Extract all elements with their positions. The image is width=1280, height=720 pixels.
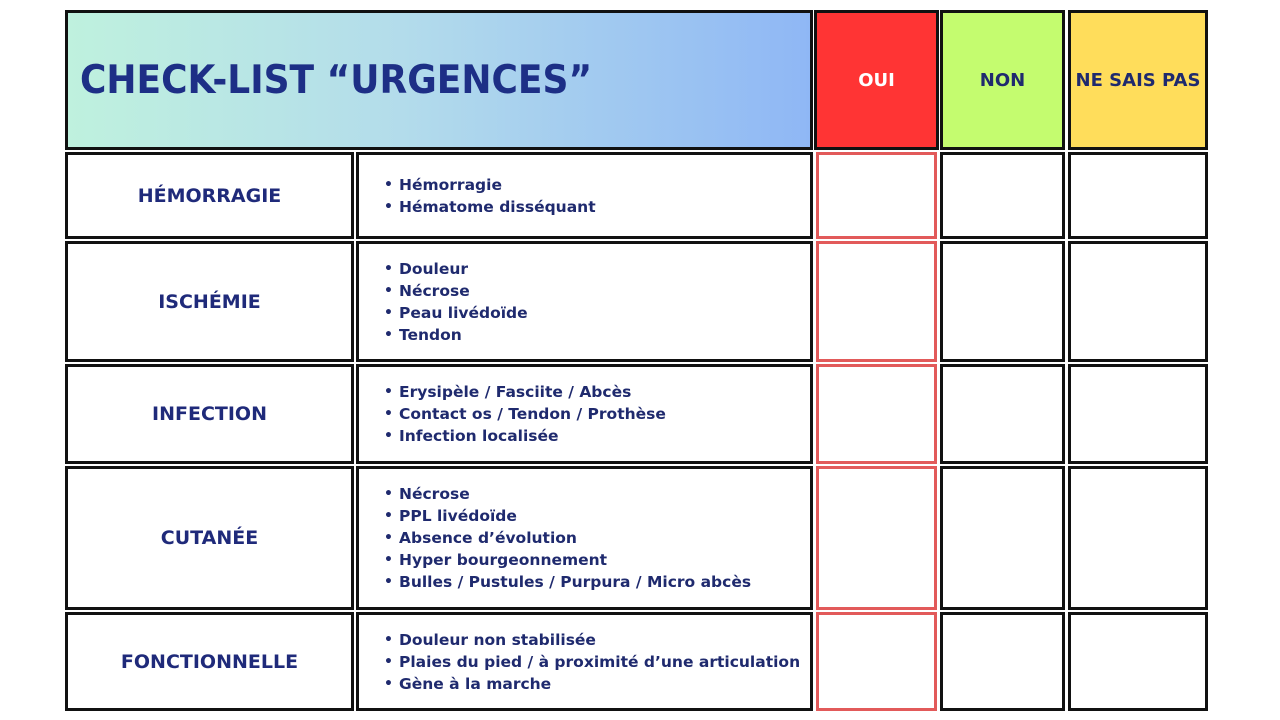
- list-item: • Hyper bourgeonnement: [399, 549, 751, 571]
- list-item: • Contact os / Tendon / Prothèse: [399, 403, 666, 425]
- checkbox-non-infection[interactable]: [940, 364, 1065, 464]
- item-list: [399, 483, 751, 593]
- checkbox-oui-hemorragie[interactable]: [816, 152, 937, 239]
- item-list: [399, 174, 596, 218]
- list-item: • Absence d’évolution: [399, 527, 751, 549]
- item-list: [399, 381, 666, 447]
- category-hemorragie: HÉMORRAGIE: [65, 152, 354, 239]
- checkbox-oui-ischemie[interactable]: [816, 241, 937, 362]
- list-item: • Peau livédoïde: [399, 302, 528, 324]
- items-hemorragie: [356, 152, 813, 239]
- items-infection: [356, 364, 813, 464]
- list-item: • Erysipèle / Fasciite / Abcès: [399, 381, 666, 403]
- list-item: • Douleur non stabilisée: [399, 629, 800, 651]
- checkbox-non-ischemie[interactable]: [940, 241, 1065, 362]
- checkbox-nsp-hemorragie[interactable]: [1068, 152, 1208, 239]
- column-header-oui: OUI: [814, 10, 939, 150]
- list-item: • PPL livédoïde: [399, 505, 751, 527]
- item-list: [399, 629, 800, 695]
- page-title: CHECK-LIST “URGENCES”: [80, 57, 593, 103]
- list-item: • Hématome disséquant: [399, 196, 596, 218]
- items-cutanee: [356, 466, 813, 610]
- column-header-non: NON: [940, 10, 1065, 150]
- title-banner: [65, 10, 813, 150]
- category-fonctionnelle: FONCTIONNELLE: [65, 612, 354, 711]
- checkbox-nsp-cutanee[interactable]: [1068, 466, 1208, 610]
- list-item: • Plaies du pied / à proximité d’une articulation: [399, 651, 800, 673]
- checkbox-non-fonctionnelle[interactable]: [940, 612, 1065, 711]
- checkbox-oui-infection[interactable]: [816, 364, 937, 464]
- checkbox-nsp-fonctionnelle[interactable]: [1068, 612, 1208, 711]
- items-fonctionnelle: [356, 612, 813, 711]
- items-ischemie: [356, 241, 813, 362]
- checkbox-oui-cutanee[interactable]: [816, 466, 937, 610]
- list-item: • Nécrose: [399, 280, 528, 302]
- list-item: • Nécrose: [399, 483, 751, 505]
- list-item: • Hémorragie: [399, 174, 596, 196]
- list-item: • Bulles / Pustules / Purpura / Micro abcès: [399, 571, 751, 593]
- list-item: • Infection localisée: [399, 425, 666, 447]
- item-list: [399, 258, 528, 346]
- checkbox-nsp-ischemie[interactable]: [1068, 241, 1208, 362]
- category-ischemie: ISCHÉMIE: [65, 241, 354, 362]
- checkbox-non-hemorragie[interactable]: [940, 152, 1065, 239]
- list-item: • Douleur: [399, 258, 528, 280]
- checkbox-oui-fonctionnelle[interactable]: [816, 612, 937, 711]
- checkbox-non-cutanee[interactable]: [940, 466, 1065, 610]
- checkbox-nsp-infection[interactable]: [1068, 364, 1208, 464]
- category-cutanee: CUTANÉE: [65, 466, 354, 610]
- column-header-ne-sais-pas: NE SAIS PAS: [1068, 10, 1208, 150]
- list-item: • Gène à la marche: [399, 673, 800, 695]
- category-infection: INFECTION: [65, 364, 354, 464]
- list-item: • Tendon: [399, 324, 528, 346]
